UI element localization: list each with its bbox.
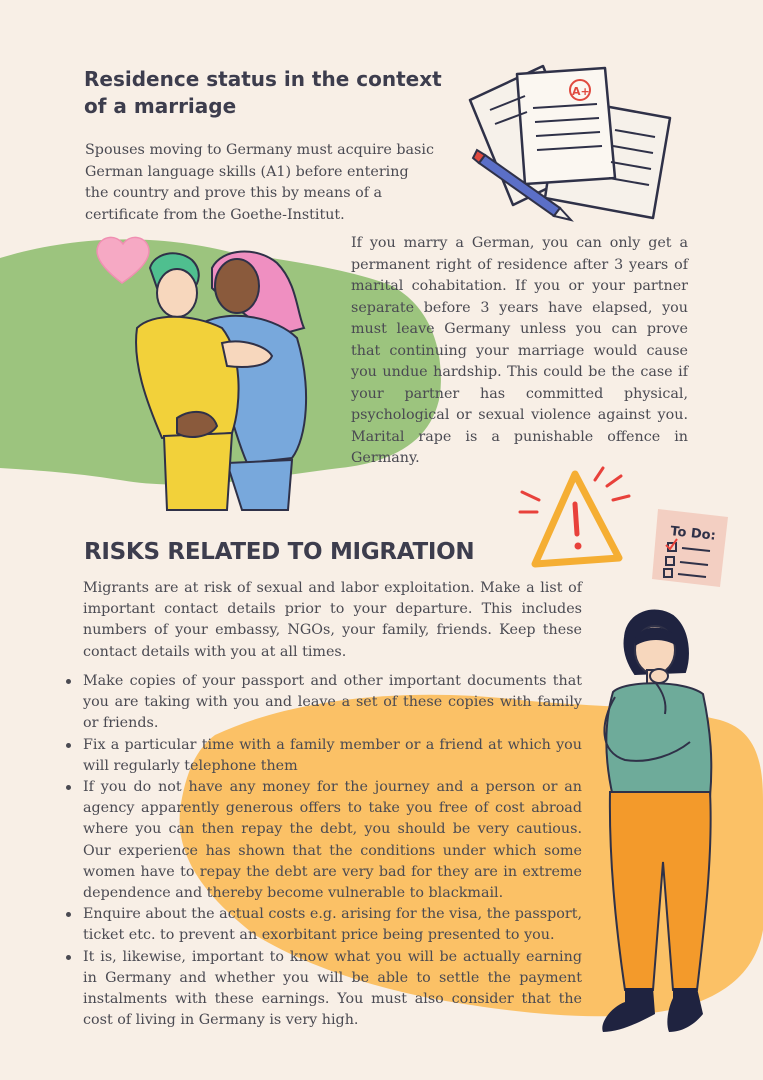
- section-title-risks: RISKS RELATED TO MIGRATION: [84, 539, 475, 565]
- list-item: If you do not have any money for the journey and a person or an agency apparently generous offers to take you free of cost abroad where you can then repay the debt, you should be very cautious. Our experience has shown that the conditions under which some women have to repay the debt are very bad for they are in extreme dependence and thereby become vulnerable to blackmail.: [63, 777, 582, 904]
- list-item: Make copies of your passport and other important documents that you are taking with you and leave a set of these copies with family or friends.: [63, 671, 582, 735]
- list-item: It is, likewise, important to know what you will be actually earning in Germany and whether you will be able to settle the payment instalments with these earnings. You must also consider that the cost of living in Germany is very high.: [63, 947, 582, 1032]
- couple-hugging-illustration: [92, 228, 317, 513]
- todo-label: To Do:: [669, 524, 717, 544]
- risk-tips-list: [63, 671, 582, 1031]
- list-item: Enquire about the actual costs e.g. arising for the visa, the passport, ticket etc. to prevent an exorbitant price being presented to you.: [63, 904, 582, 946]
- list-item: Fix a particular time with a family member or a friend at which you will regularly telephone them: [63, 735, 582, 777]
- paragraph-risks-intro: Migrants are at risk of sexual and labor exploitation. Make a list of important contact details prior to your departure. This includes numbers of your embassy, NGOs, your family, friends. Keep these contact details with you at all times.: [83, 580, 582, 660]
- heart-icon: [97, 237, 149, 283]
- documents-pen-illustration: [465, 60, 680, 225]
- section-title-residence: Residence status in the context of a marriage: [84, 67, 442, 118]
- todo-note-icon: [648, 505, 733, 590]
- warning-triangle-icon: [517, 462, 637, 572]
- thinking-woman-illustration: [595, 602, 720, 1042]
- paragraph-residence-right: If you marry a German, you can only get a permanent right of residence after 3 years of marital cohabitation. If you or your partner separate before 3 years have elapsed, you must leave Germany unless you can prove that continuing your marriage would cause you undue hardship. This could be the case if your partner has committed physical, psychological or sexual violence against you. Marital rape is a punishable offence in Germany.: [351, 235, 688, 466]
- paragraph-language-skills: Spouses moving to Germany must acquire basic German language skills (A1) before entering the country and prove this by means of a certificate from the Goethe-Institut.: [85, 142, 434, 223]
- grade-mark-text: A+: [572, 85, 590, 98]
